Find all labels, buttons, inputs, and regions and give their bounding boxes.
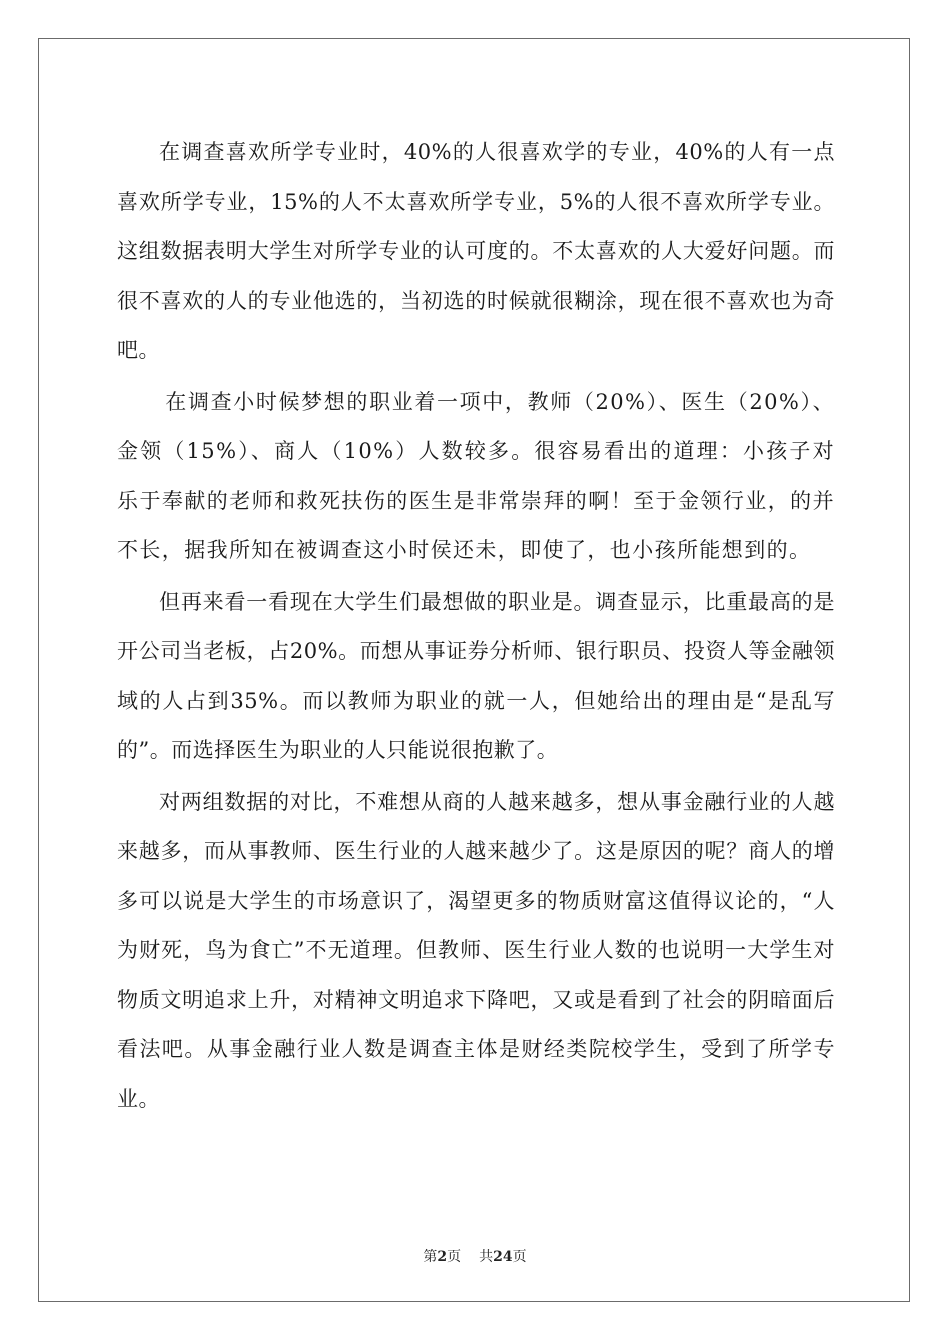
total-suffix: 页 — [512, 1249, 527, 1265]
page-number: 2 — [437, 1249, 448, 1265]
paragraph-major-preference: 在调查喜欢所学专业时，40%的人很喜欢学的专业，40%的人有一点喜欢所学专业，15%的人不太喜欢所学专业，5%的人很不喜欢所学专业。这组数据表明大学生对所学专业的认可度的。不太喜欢的人大爱好问题。而很不喜欢的人的专业他选的，当初选的时候就很糊涂，现在很不喜欢也为奇吧。 — [117, 140, 835, 362]
page-suffix: 页 — [447, 1249, 462, 1265]
page-footer — [0, 1246, 950, 1266]
paragraph-childhood-dream: 在调查小时候梦想的职业着一项中，教师（20%）、医生（20%）、金领（15%）、商人（10%）人数较多。很容易看出的道理：小孩子对乐于奉献的老师和救死扶伤的医生是非常崇拜的啊！至于金领行业，的并不长，据我所知在被调查这小时侯还未，即使了，也小孩所能想到的。 — [117, 389, 835, 562]
page-prefix: 第 — [423, 1249, 438, 1265]
total-prefix: 共 — [479, 1249, 494, 1265]
total-pages: 24 — [493, 1249, 513, 1265]
document-body — [117, 128, 835, 1126]
paragraph-current-career: 但再来看一看现在大学生们最想做的职业是。调查显示，比重最高的是开公司当老板，占20%。而想从事证券分析师、银行职员、投资人等金融领域的人占到35%。而以教师为职业的就一人，但她给出的理由是“是乱写的”。而选择医生为职业的人只能说很抱歉了。 — [117, 589, 835, 762]
paragraph-comparison: 对两组数据的对比，不难想从商的人越来越多，想从事金融行业的人越来越多，而从事教师、医生行业的人越来越少了。这是原因的呢？商人的增多可以说是大学生的市场意识了，渴望更多的物质财富这值得议论的，“人为财死，鸟为食亡”不无道理。但教师、医生行业人数的也说明一大学生对物质文明追求上升，对精神文明追求下降吧，又或是看到了社会的阴暗面后看法吧。从事金融行业人数是调查主体是财经类院校学生，受到了所学专业。 — [117, 789, 835, 1111]
